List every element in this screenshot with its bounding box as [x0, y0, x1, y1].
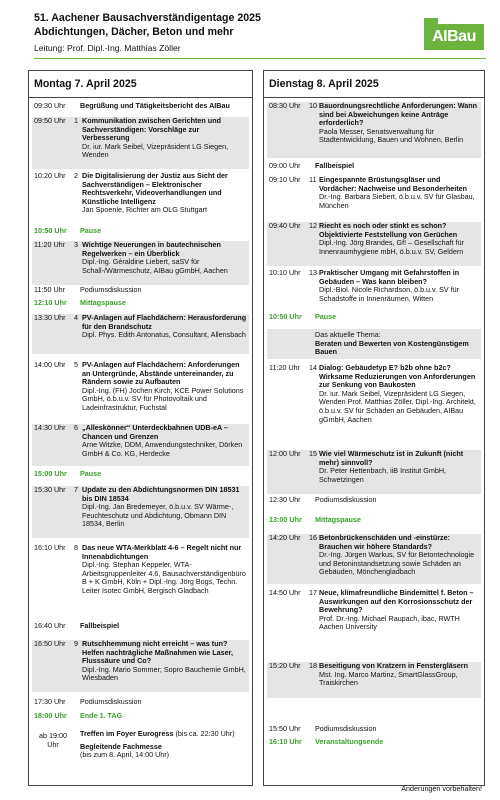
row-time: 12:30 Uhr: [269, 495, 301, 504]
program-row: [267, 102, 481, 158]
row-number: 8: [74, 543, 78, 552]
program-row: [32, 698, 249, 710]
program-row: [267, 450, 481, 494]
program-row: [267, 496, 481, 508]
row-speaker: Dipl.-Ing. (FH) Jochen Kirch, KCE Power Solutions GmbH, ö.b.u.v. SV für Photovoltaik und Ladeinfrastruktur, Fuchstal: [82, 385, 244, 412]
row-title: Beseitigung von Kratzern in Fenstergläsern: [319, 661, 468, 670]
program-row: [267, 662, 481, 698]
row-title: Update zu den Abdichtungsnormen DIN 18531 bis DIN 18534: [82, 485, 240, 503]
row-title: Pause: [80, 469, 102, 478]
row-time: 12:00 Uhr: [269, 449, 301, 458]
row-number: 9: [74, 639, 78, 648]
program-row: [32, 227, 249, 239]
program-row: [32, 640, 249, 692]
row-title: Podiumsdiskussion: [315, 724, 377, 733]
row-number: 17: [309, 588, 317, 597]
row-time: 14:00 Uhr: [34, 360, 66, 369]
day-heading-monday: Montag 7. April 2025: [29, 70, 252, 98]
row-title: Mittagspause: [315, 515, 361, 524]
row-speaker: Dr. iur. Mark Seibel, Vizepräsident LG Siegen, Wenden Prof. Matthias Zöller, Dipl.-Ing. Architekt, ö.b.u.v. SV für Schäden an Gebäuden, AIBau gGmbH, Aachen: [319, 388, 476, 424]
row-title: Treffen im Foyer Eurogress: [80, 729, 174, 738]
row-title: Podiumsdiskussion: [80, 697, 142, 706]
program-row: [32, 117, 249, 169]
row-time: 10:50 Uhr: [34, 226, 67, 235]
program-row: [32, 712, 249, 724]
program-row: [267, 162, 481, 174]
program-row: [32, 299, 249, 311]
changes-reserved-note: Änderungen vorbehalten!: [401, 784, 482, 793]
program-row: [32, 286, 249, 298]
row-title: Bauordnungsrechtliche Anforderungen: Wann sind bei Abweichungen keine Anträge erforderlich?: [319, 101, 477, 128]
row-speaker: Dipl.-Ing. Mario Sommer; Sopro Bauchemie GmbH, Wiesbaden: [82, 664, 246, 683]
row-number: 11: [309, 175, 317, 184]
program-row: [267, 738, 481, 750]
row-number: 12: [309, 221, 317, 230]
row-time: 11:20 Uhr: [34, 240, 66, 249]
row-time: 15:00 Uhr: [34, 469, 67, 478]
row-title: Pause: [80, 226, 102, 235]
row-title: Podiumsdiskussion: [80, 285, 142, 294]
row-number: 6: [74, 423, 78, 432]
row-time: 14:20 Uhr: [269, 533, 301, 542]
row-number: 18: [309, 661, 317, 670]
row-speaker: Dipl.-Ing. Stephan Keppeler, WTA-Arbeitsgruppenleiter 4.6, Bausachverständigenbüro B + K GmbH, Köln + Dipl.-Ing. Jörg Bogs, Techn. Leiter Isotec GmbH, Bergisch Gladbach: [82, 560, 246, 595]
day-column-monday: [28, 70, 253, 786]
program-row: [32, 241, 249, 285]
row-title: Mittagspause: [80, 298, 126, 307]
aibau-logo: AIBau: [424, 24, 484, 50]
program-row: [32, 486, 249, 538]
row-time: 09:00 Uhr: [269, 161, 301, 170]
row-time: 16:50 Uhr: [34, 639, 66, 648]
row-speaker: Dr.-Ing. Jürgen Warkus, SV für Betontechnologie und Betoninstandsetzung sowie Schäden an Gebäuden, Mönchengladbach: [319, 550, 475, 577]
row-title: Pause: [315, 312, 337, 321]
row-speaker: Jan Spoenle, Richter am OLG Stuttgart: [82, 205, 208, 215]
row-time: 16:10 Uhr: [34, 543, 66, 552]
row-speaker: Dipl.-Biol. Nicole Richardson, ö.b.u.v. SV für Schadstoffe in Innenräumen, Witten: [319, 285, 460, 303]
row-time: 10:50 Uhr: [269, 312, 302, 321]
row-time: 10:10 Uhr: [269, 268, 301, 277]
event-title: 51. Aachener Bausachverständigentage 2025: [34, 12, 261, 24]
row-title: PV-Anlagen auf Flachdächern: Anforderungen an Untergründe, Abstände untereinander, zu Rändern sowie zu Aufbauten: [82, 360, 240, 387]
row-title: Wichtige Neuerungen in bautechnischen Regelwerken – ein Überblick: [82, 240, 221, 258]
row-title: Fallbeispiel: [80, 621, 120, 630]
row-title: Neue, klimafreundliche Bindemittel f. Beton – Auswirkungen auf den Korrosionsschutz der Bewehrung?: [319, 588, 474, 615]
row-time: 15:50 Uhr: [269, 724, 301, 733]
row-time: 12:10 Uhr: [34, 298, 67, 307]
row-number: 10: [309, 101, 317, 110]
row-speaker: Dr.-Ing. Barbara Siebert, ö.b.u.v. SV für Glasbau, München: [319, 192, 475, 210]
topic-title: Beraten und Bewerten von Kostengünstigem Bauen: [315, 338, 469, 357]
row-title: Eingespannte Brüstungsgläser und Vordächer: Nachweise und Besonderheiten: [319, 175, 468, 193]
program-row: [32, 730, 249, 782]
row-time: 11:20 Uhr: [269, 363, 301, 372]
row-number: 2: [74, 171, 78, 180]
program-row: [267, 176, 481, 220]
row-speaker: Mst. Ing. Marco Martinz, SmartGlassGroup, Traiskirchen: [319, 669, 458, 688]
row-time: ab 19:00 Uhr: [39, 731, 67, 749]
row-title: Wie viel Wärmeschutz ist in Zukunft (nicht mehr) sinnvoll?: [319, 449, 464, 467]
row-speaker: Arne Witzke, DDM, Anwendungstechniker, Dörken GmbH & Co. KG, Herdecke: [82, 440, 243, 458]
program-row: [32, 172, 249, 226]
row-speaker: Paola Messer, Senatsverwaltung für Stadtentwicklung, Bauen und Wohnen, Berlin: [319, 126, 464, 145]
row-title-note: (bis ca. 22:30 Uhr): [175, 729, 235, 738]
row-speaker: Dipl.-Ing. Jan Bredemeyer, ö.b.u.v. SV Wärme-, Feuchteschutz und Abdichtung, Obmann DIN 18534, Berlin: [82, 502, 234, 529]
program-row: [267, 725, 481, 737]
row-time: 09:50 Uhr: [34, 116, 66, 125]
program-row: [32, 314, 249, 354]
row-title-secondary: Begleitende Fachmesse: [80, 741, 162, 751]
row-title: Podiumsdiskussion: [315, 495, 377, 504]
row-speaker: (bis zum 8. April, 14:00 Uhr): [80, 750, 170, 760]
row-speaker: Prof. Dr.-Ing. Michael Raupach, ibac, RWTH Aachen University: [319, 613, 460, 632]
event-lead: Leitung: Prof. Dipl.-Ing. Matthias Zöller: [34, 43, 181, 53]
row-number: 3: [74, 240, 78, 249]
program-row: [32, 470, 249, 482]
program-row: [32, 102, 249, 114]
row-speaker: Dipl. Phys. Edith Antonatus, Consultant, Allensbach: [82, 330, 246, 340]
row-title: Die Digitalisierung der Justiz aus Sicht der Sachverständigen – Elektronischer Rechtsverkehr, Videoverhandlungen und Künstliche Intelligenz: [82, 171, 228, 206]
day-heading-tuesday: Dienstag 8. April 2025: [264, 70, 484, 98]
row-time: 15:30 Uhr: [34, 485, 66, 494]
row-time: 17:30 Uhr: [34, 697, 66, 706]
program-row: [267, 269, 481, 313]
topic-label: Das aktuelle Thema:: [315, 330, 381, 339]
row-title: Betonbrückenschäden und -einstürze: Brauchen wir höhere Standards?: [319, 533, 450, 551]
row-number: 4: [74, 313, 78, 322]
row-time: 13:30 Uhr: [34, 313, 66, 322]
program-row: [267, 364, 481, 450]
row-time: 11:50 Uhr: [34, 285, 66, 294]
row-time: 16:40 Uhr: [34, 621, 66, 630]
day-column-tuesday: [263, 70, 485, 786]
row-speaker: Dipl.-Ing. Jörg Brandes, Gf! – Gesellschaft für Innenraumhygiene mbH, ö.b.u.v. SV, Geldern: [319, 238, 465, 256]
row-title: Ende 1. TAG: [80, 711, 123, 720]
program-row: [267, 516, 481, 528]
row-time: 18:00 Uhr: [34, 711, 67, 720]
program-row: [267, 222, 481, 266]
row-number: 16: [309, 533, 317, 542]
header-rule: [34, 58, 486, 59]
row-number: 7: [74, 485, 78, 494]
event-subtitle: Abdichtungen, Dächer, Beton und mehr: [34, 26, 234, 38]
row-title: Praktischer Umgang mit Gefahrstoffen in Gebäuden – Was kann bleiben?: [319, 268, 460, 286]
row-number: 1: [74, 116, 78, 125]
program-row: [267, 589, 481, 639]
program-row: [32, 544, 249, 620]
row-title: PV-Anlagen auf Flachdächern: Herausforderung für den Brandschutz: [82, 313, 247, 331]
row-title: Dialog: Gebäudetyp E? b2b ohne b2c? Wirksame Reduzierungen von Anforderungen zur Senkung von Baukosten: [319, 363, 476, 390]
row-time: 09:10 Uhr: [269, 175, 301, 184]
row-title: Fallbeispiel: [315, 161, 355, 170]
program-row: [32, 622, 249, 634]
row-time: 10:20 Uhr: [34, 171, 66, 180]
row-number: 5: [74, 360, 78, 369]
topic-box: [267, 329, 481, 359]
row-title: Riecht es noch oder stinkt es schon? Objektivierte Feststellung von Gerüchen: [319, 221, 458, 239]
row-time: 14:30 Uhr: [34, 423, 66, 432]
row-time: 08:30 Uhr: [269, 101, 301, 110]
program-row: [32, 424, 249, 466]
program-row: [267, 313, 481, 325]
row-time: 09:40 Uhr: [269, 221, 301, 230]
row-speaker: Dr. iur. Mark Seibel, Vizepräsident LG Siegen, Wenden: [82, 141, 229, 160]
row-time: 15:20 Uhr: [269, 661, 301, 670]
row-title: Veranstaltungsende: [315, 737, 384, 746]
program-row: [267, 534, 481, 584]
row-title: Kommunikation zwischen Gerichten und Sachverständigen: Vorschläge zur Verbesserung: [82, 116, 221, 143]
row-title: Begrüßung und Tätigkeitsbericht des AIBau: [80, 101, 230, 110]
row-time: 16:10 Uhr: [269, 737, 302, 746]
row-speaker: Dipl.-Ing. Géraldine Liebert, saSV für Schall-/Wärmeschutz, AIBau gGmbH, Aachen: [82, 257, 228, 275]
row-title: „Alleskönner“ Unterdeckbahnen UDB-eA – Chancen und Grenzen: [82, 423, 228, 441]
row-number: 13: [309, 268, 317, 277]
row-time: 09:30 Uhr: [34, 101, 66, 110]
program-row: [32, 361, 249, 427]
row-number: 14: [309, 363, 317, 372]
row-time: 14:50 Uhr: [269, 588, 301, 597]
row-time: 13:00 Uhr: [269, 515, 302, 524]
row-title: Das neue WTA-Merkblatt 4-6 – Regelt nicht nur Innenabdichtungen: [82, 543, 242, 561]
row-speaker: Dr. Peter Hettenbach, iiB Institut GmbH, Schwetzingen: [319, 466, 447, 484]
row-title: Rutschhemmung nicht erreicht – was tun? Helfen nachträgliche Maßnahmen wie Laser, Flusssäure und Co?: [82, 639, 233, 666]
row-number: 15: [309, 449, 317, 458]
